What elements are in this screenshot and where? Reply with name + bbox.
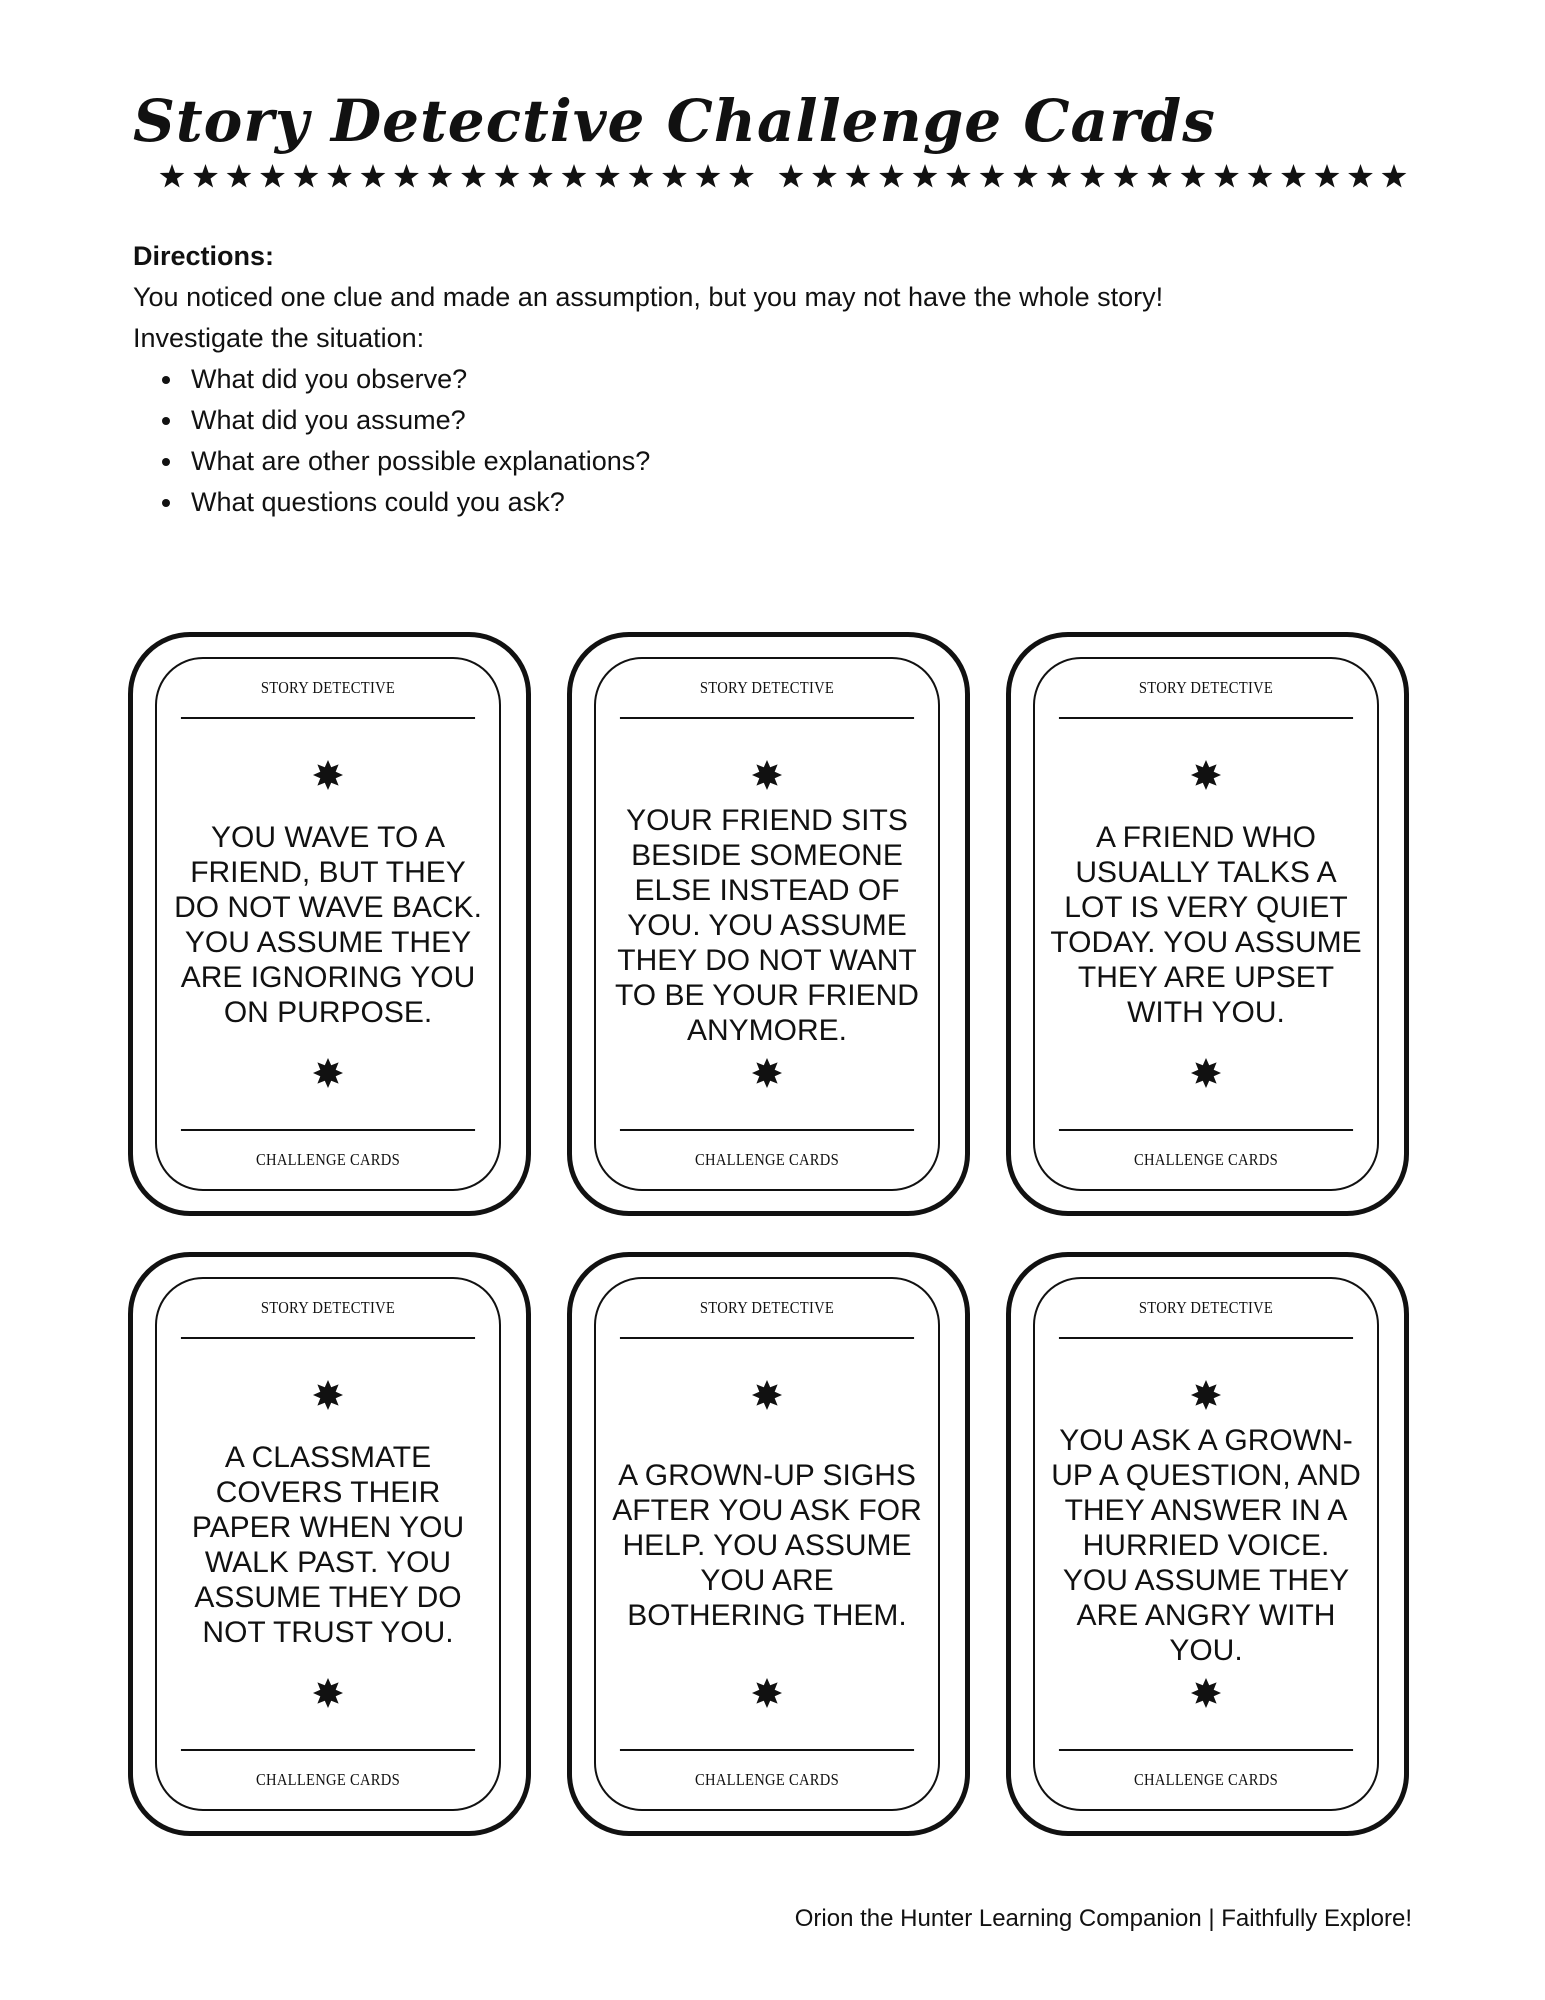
- star-icon: [629, 164, 654, 188]
- card-inner-frame: [1033, 1277, 1379, 1811]
- star-icon: [812, 164, 837, 188]
- eight-point-star-icon: [751, 1379, 783, 1411]
- directions-text: You noticed one clue and made an assumption, but you may not have the whole story!: [133, 282, 1164, 312]
- question-item: • What questions could you ask?: [185, 482, 1433, 523]
- card-body: [157, 719, 499, 1129]
- card-scenario-text: YOU WAVE TO A FRIEND, BUT THEY DO NOT WAVE BACK. YOU ASSUME THEY ARE IGNORING YOU ON PURPOSE.: [174, 821, 482, 1029]
- card-scenario-text: YOU ASK A GROWN-UP A QUESTION, AND THEY ANSWER IN A HURRIED VOICE. YOU ASSUME THEY ARE ANGRY WITH YOU.: [1051, 1423, 1361, 1667]
- star-icon: [1181, 164, 1206, 188]
- eight-point-star-icon: [312, 1057, 344, 1089]
- card-inner-frame: [594, 1277, 940, 1811]
- card-body: [596, 719, 938, 1129]
- card-inner-frame: [155, 657, 501, 1191]
- card-header: STORY DETECTIVE: [181, 1279, 475, 1339]
- star-icon: [913, 164, 938, 188]
- challenge-card: [1006, 1252, 1409, 1836]
- eight-point-star-icon: [312, 1379, 344, 1411]
- challenge-card: [128, 1252, 531, 1836]
- card-header: STORY DETECTIVE: [181, 659, 475, 719]
- star-icon: [260, 164, 285, 188]
- star-icon: [227, 164, 252, 188]
- star-icon: [1348, 164, 1373, 188]
- star-icon: [946, 164, 971, 188]
- page-title: Story Detective Challenge Cards: [133, 87, 1216, 155]
- eight-point-star-icon: [312, 759, 344, 791]
- eight-point-star-icon: [751, 1677, 783, 1709]
- star-icon: [160, 164, 185, 188]
- card-footer: CHALLENGE CARDS: [1059, 1749, 1353, 1809]
- card-body: [1035, 719, 1377, 1129]
- question-list: [133, 359, 1433, 523]
- question-item: • What did you assume?: [185, 400, 1433, 441]
- directions-prompt: Investigate the situation:: [133, 323, 425, 353]
- directions: [133, 236, 1433, 523]
- star-icon: [696, 164, 721, 188]
- star-icon: [779, 164, 804, 188]
- star-icon: [193, 164, 218, 188]
- eight-point-star-icon: [1190, 1677, 1222, 1709]
- star-icon: [595, 164, 620, 188]
- star-icon: [1382, 164, 1407, 188]
- eight-point-star-icon: [1190, 759, 1222, 791]
- star-icon: [495, 164, 520, 188]
- star-icon: [1080, 164, 1105, 188]
- star-icon: [361, 164, 386, 188]
- star-icon: [294, 164, 319, 188]
- star-icon: [461, 164, 486, 188]
- star-icon: [327, 164, 352, 188]
- star-icon: [729, 164, 754, 188]
- star-icon: [428, 164, 453, 188]
- directions-heading: Directions:: [133, 241, 275, 271]
- challenge-card: [567, 632, 970, 1216]
- card-footer: CHALLENGE CARDS: [181, 1129, 475, 1189]
- star-icon: [1315, 164, 1340, 188]
- card-inner-frame: [1033, 657, 1379, 1191]
- star-icon: [662, 164, 687, 188]
- card-inner-frame: [155, 1277, 501, 1811]
- star-icon: [980, 164, 1005, 188]
- challenge-card: [567, 1252, 970, 1836]
- card-footer: CHALLENGE CARDS: [1059, 1129, 1353, 1189]
- card-body: [596, 1339, 938, 1749]
- eight-point-star-icon: [312, 1677, 344, 1709]
- eight-point-star-icon: [1190, 1379, 1222, 1411]
- eight-point-star-icon: [751, 759, 783, 791]
- star-icon: [1114, 164, 1139, 188]
- star-icon: [562, 164, 587, 188]
- question-item: • What did you observe?: [185, 359, 1433, 400]
- card-footer: CHALLENGE CARDS: [620, 1749, 914, 1809]
- card-footer: CHALLENGE CARDS: [620, 1129, 914, 1189]
- star-icon: [846, 164, 871, 188]
- eight-point-star-icon: [1190, 1057, 1222, 1089]
- card-header: STORY DETECTIVE: [1059, 1279, 1353, 1339]
- eight-point-star-icon: [751, 1057, 783, 1089]
- star-divider: [0, 158, 1545, 196]
- star-icon: [394, 164, 419, 188]
- card-scenario-text: YOUR FRIEND SITS BESIDE SOMEONE ELSE INSTEAD OF YOU. YOU ASSUME THEY DO NOT WANT TO BE YOUR FRIEND ANYMORE.: [615, 803, 919, 1047]
- star-icon: [1281, 164, 1306, 188]
- card-body: [157, 1339, 499, 1749]
- card-body: [1035, 1339, 1377, 1749]
- card-footer: CHALLENGE CARDS: [181, 1749, 475, 1809]
- star-icon: [1214, 164, 1239, 188]
- question-item: • What are other possible explanations?: [185, 441, 1433, 482]
- star-icon: [528, 164, 553, 188]
- star-icon: [1147, 164, 1172, 188]
- star-icon: [1047, 164, 1072, 188]
- card-header: STORY DETECTIVE: [620, 1279, 914, 1339]
- card-scenario-text: A CLASSMATE COVERS THEIR PAPER WHEN YOU WALK PAST. YOU ASSUME THEY DO NOT TRUST YOU.: [191, 1441, 465, 1649]
- card-header: STORY DETECTIVE: [620, 659, 914, 719]
- card-header: STORY DETECTIVE: [1059, 659, 1353, 719]
- challenge-card: [128, 632, 531, 1216]
- footer-credit: Orion the Hunter Learning Companion | Faithfully Explore!: [794, 1905, 1412, 1932]
- star-icon: [879, 164, 904, 188]
- challenge-card: [1006, 632, 1409, 1216]
- card-scenario-text: A GROWN-UP SIGHS AFTER YOU ASK FOR HELP. YOU ASSUME YOU ARE BOTHERING THEM.: [612, 1458, 922, 1632]
- star-icon: [1248, 164, 1273, 188]
- star-icon: [1013, 164, 1038, 188]
- card-scenario-text: A FRIEND WHO USUALLY TALKS A LOT IS VERY QUIET TODAY. YOU ASSUME THEY ARE UPSET WITH YOU.: [1050, 821, 1362, 1029]
- card-inner-frame: [594, 657, 940, 1191]
